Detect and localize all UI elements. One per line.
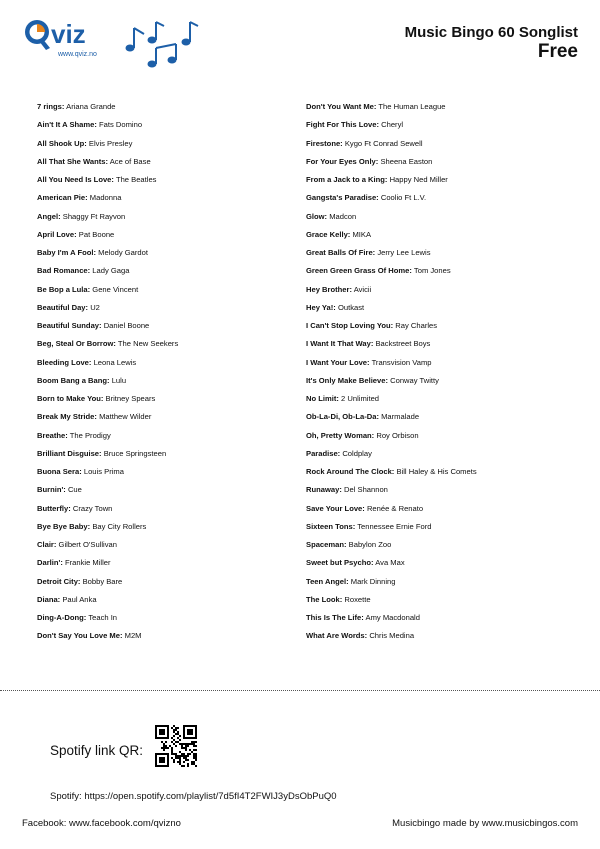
song-artist: Paul Anka: [62, 594, 97, 604]
song-item: [306, 577, 556, 595]
song-title: Boom Bang a Bang:: [37, 375, 110, 385]
song-title: For Your Eyes Only:: [306, 156, 379, 166]
song-item: [37, 394, 287, 412]
song-artist: Leona Lewis: [93, 357, 137, 367]
qr-code-icon[interactable]: [155, 725, 197, 767]
song-title: Spaceman:: [306, 540, 347, 549]
song-artist: Coldplay: [342, 448, 372, 458]
song-item: [37, 139, 287, 157]
song-item: [306, 321, 556, 339]
song-title: Sweet but Psycho:: [306, 558, 374, 568]
song-item: [37, 577, 287, 595]
song-item: [306, 522, 556, 540]
qr-label: Spotify link QR:: [50, 743, 144, 758]
song-title: Oh, Pretty Woman:: [306, 430, 375, 440]
song-artist: Backstreet Boys: [375, 339, 431, 349]
song-item: [306, 102, 556, 120]
song-artist: Britney Spears: [105, 394, 156, 403]
song-title: Gangsta's Paradise:: [306, 193, 379, 203]
song-artist: U2: [90, 302, 100, 312]
song-item: [37, 157, 287, 175]
song-title: Breathe:: [37, 430, 68, 440]
song-title: The Look:: [306, 594, 343, 604]
song-artist: The Beatles: [115, 175, 157, 184]
song-item: [306, 376, 556, 394]
song-title: Baby I'm A Fool:: [37, 248, 97, 257]
song-item: [306, 558, 556, 576]
song-title: Ob-La-Di, Ob-La-Da:: [306, 412, 379, 422]
songlist-right-column: [306, 102, 556, 650]
song-artist: Renée & Renato: [366, 503, 424, 513]
svg-text:viz: viz: [51, 19, 86, 49]
song-artist: Crazy Town: [72, 503, 113, 513]
song-item: [37, 358, 287, 376]
song-item: [306, 412, 556, 430]
song-item: [306, 285, 556, 303]
song-artist: Ace of Base: [109, 156, 151, 166]
song-item: [37, 631, 287, 649]
song-item: [306, 266, 556, 284]
song-artist: Tom Jones: [413, 266, 451, 276]
song-item: [37, 248, 287, 266]
song-artist: Happy Ned Miller: [389, 175, 448, 184]
song-artist: Bay City Rollers: [92, 521, 147, 531]
song-artist: Ava Max: [375, 558, 405, 568]
song-artist: Jerry Lee Lewis: [377, 248, 431, 257]
spotify-link[interactable]: Spotify: https://open.spotify.com/playlist/7d5fI4T2FWIJ3yDsObPuQ0: [50, 791, 337, 802]
song-artist: Cue: [67, 485, 82, 495]
song-item: [306, 303, 556, 321]
song-item: [37, 175, 287, 193]
song-title: Fight For This Love:: [306, 120, 379, 130]
music-notes-icon: [122, 14, 202, 70]
song-artist: Roy Orbison: [376, 430, 419, 440]
song-artist: Lulu: [111, 375, 127, 385]
song-item: [306, 358, 556, 376]
song-artist: The Human League: [378, 102, 446, 111]
song-artist: Louis Prima: [83, 467, 124, 476]
song-item: [306, 212, 556, 230]
song-artist: Fats Domino: [99, 120, 143, 130]
song-title: This Is The Life:: [306, 613, 364, 622]
facebook-link[interactable]: Facebook: www.facebook.com/qvizno: [22, 818, 181, 829]
song-artist: Roxette: [344, 594, 371, 604]
song-title: Glow:: [306, 211, 328, 221]
song-item: [37, 613, 287, 631]
song-item: [306, 193, 556, 211]
song-title: Burnin':: [37, 485, 66, 495]
song-item: [37, 266, 287, 284]
song-artist: Matthew Wilder: [99, 412, 152, 422]
song-artist: Cheryl: [381, 120, 404, 130]
song-artist: Amy Macdonald: [365, 613, 420, 622]
song-title: Ding-A-Dong:: [37, 613, 87, 622]
song-item: [37, 485, 287, 503]
song-title: Ain't It A Shame:: [37, 120, 97, 130]
song-item: [306, 613, 556, 631]
song-title: Don't Say You Love Me:: [37, 631, 123, 641]
song-item: [306, 339, 556, 357]
song-item: [37, 120, 287, 138]
song-artist: Del Shannon: [344, 485, 388, 495]
song-item: [306, 631, 556, 649]
song-artist: The Prodigy: [69, 430, 111, 440]
song-title: It's Only Make Believe:: [306, 375, 388, 385]
song-title: Bye Bye Baby:: [37, 521, 91, 531]
song-title: Born to Make You:: [37, 394, 104, 403]
song-title: Beautiful Day:: [37, 302, 89, 312]
header-title-block: [405, 24, 578, 62]
song-artist: Coolio Ft L.V.: [380, 193, 427, 203]
dotted-divider: [0, 690, 600, 691]
song-item: [37, 285, 287, 303]
song-artist: Babylon Zoo: [348, 540, 392, 549]
song-artist: Gilbert O'Sullivan: [58, 540, 117, 549]
song-title: Save Your Love:: [306, 503, 365, 513]
song-artist: Marmalade: [381, 412, 420, 422]
song-item: [37, 230, 287, 248]
song-item: [306, 540, 556, 558]
song-item: [37, 376, 287, 394]
song-title: Brilliant Disguise:: [37, 448, 102, 458]
song-artist: Tennessee Ernie Ford: [357, 521, 432, 531]
song-title: No Limit:: [306, 394, 339, 403]
song-title: Firestone:: [306, 138, 343, 148]
song-item: [306, 467, 556, 485]
song-item: [37, 303, 287, 321]
song-title: 7 rings:: [37, 102, 65, 111]
song-item: [306, 175, 556, 193]
song-title: American Pie:: [37, 193, 88, 203]
song-item: [37, 504, 287, 522]
song-title: Don't You Want Me:: [306, 102, 377, 111]
song-item: [306, 230, 556, 248]
song-title: Grace Kelly:: [306, 229, 351, 239]
song-title: Great Balls Of Fire:: [306, 248, 376, 257]
song-item: [306, 394, 556, 412]
song-item: [37, 540, 287, 558]
song-item: [306, 595, 556, 613]
song-artist: Madonna: [89, 193, 122, 203]
song-title: What Are Words:: [306, 631, 368, 641]
song-artist: Chris Medina: [369, 631, 415, 641]
song-item: [306, 139, 556, 157]
song-title: Hey Ya!:: [306, 302, 336, 312]
qviz-logo: [20, 12, 120, 62]
song-item: [37, 193, 287, 211]
song-item: [306, 449, 556, 467]
song-artist: Melody Gardot: [98, 248, 148, 257]
song-item: [306, 431, 556, 449]
song-title: Clair:: [37, 540, 57, 549]
song-item: [306, 248, 556, 266]
song-artist: Teach In: [88, 613, 118, 622]
song-title: Darlin':: [37, 558, 63, 568]
song-artist: Elvis Presley: [88, 138, 133, 148]
song-item: [37, 431, 287, 449]
song-title: Bad Romance:: [37, 266, 91, 276]
song-title: Green Green Grass Of Home:: [306, 266, 412, 276]
song-item: [37, 595, 287, 613]
credit-link[interactable]: Musicbingo made by www.musicbingos.com: [392, 818, 578, 829]
song-artist: Bobby Bare: [82, 576, 123, 586]
song-artist: Frankie Miller: [64, 558, 111, 568]
song-item: [306, 485, 556, 503]
song-title: I Want It That Way:: [306, 339, 374, 349]
song-item: [37, 558, 287, 576]
song-artist: Avicii: [353, 284, 372, 294]
song-item: [37, 212, 287, 230]
song-title: I Want Your Love:: [306, 357, 370, 367]
song-title: All Shook Up:: [37, 138, 87, 148]
logo-url: www.qviz.no: [58, 51, 97, 58]
song-artist: Bill Haley & His Comets: [396, 467, 477, 476]
song-item: [37, 339, 287, 357]
song-item: [37, 412, 287, 430]
song-title: Break My Stride:: [37, 412, 97, 422]
song-title: Teen Angel:: [306, 576, 349, 586]
song-title: Be Bop a Lula:: [37, 284, 91, 294]
song-artist: MIKA: [352, 229, 372, 239]
song-title: Beautiful Sunday:: [37, 321, 102, 330]
song-title: Buona Sera:: [37, 467, 82, 476]
song-title: April Love:: [37, 229, 77, 239]
song-title: Bleeding Love:: [37, 357, 92, 367]
song-title: All That She Wants:: [37, 156, 109, 166]
song-item: [306, 120, 556, 138]
songlist-left-column: [37, 102, 287, 650]
song-title: I Can't Stop Loving You:: [306, 321, 394, 330]
song-item: [306, 157, 556, 175]
song-item: [37, 522, 287, 540]
song-artist: Shaggy Ft Rayvon: [62, 211, 126, 221]
song-title: Butterfly:: [37, 503, 71, 513]
song-artist: Lady Gaga: [92, 266, 130, 276]
song-title: Angel:: [37, 211, 61, 221]
song-artist: Ariana Grande: [66, 102, 116, 111]
song-artist: Daniel Boone: [103, 321, 150, 330]
song-item: [37, 102, 287, 120]
song-item: [306, 504, 556, 522]
page-title: Music Bingo 60 Songlist: [404, 24, 578, 41]
song-item: [37, 467, 287, 485]
song-title: Hey Brother:: [306, 284, 352, 294]
song-artist: Mark Dinning: [350, 576, 396, 586]
song-title: Detroit City:: [37, 576, 81, 586]
song-title: Rock Around The Clock:: [306, 467, 395, 476]
song-artist: The New Seekers: [117, 339, 179, 349]
song-title: Runaway:: [306, 485, 342, 495]
song-artist: 2 Unlimited: [341, 394, 380, 403]
song-artist: Madcon: [329, 211, 357, 221]
song-title: Beg, Steal Or Borrow:: [37, 339, 116, 349]
song-artist: Outkast: [337, 302, 365, 312]
song-artist: Bruce Springsteen: [103, 448, 167, 458]
song-artist: M2M: [124, 631, 142, 641]
song-title: Paradise:: [306, 448, 341, 458]
song-artist: Ray Charles: [395, 321, 438, 330]
song-artist: Pat Boone: [78, 229, 115, 239]
song-title: Sixteen Tons:: [306, 521, 356, 531]
song-title: Diana:: [37, 594, 61, 604]
song-artist: Kygo Ft Conrad Sewell: [344, 138, 423, 148]
song-item: [37, 321, 287, 339]
song-artist: Transvision Vamp: [371, 357, 432, 367]
page-subtitle: Free: [537, 41, 578, 62]
song-title: All You Need Is Love:: [37, 175, 114, 184]
song-artist: Gene Vincent: [92, 284, 139, 294]
song-artist: Conway Twitty: [390, 375, 439, 385]
song-artist: Sheena Easton: [380, 156, 433, 166]
song-title: From a Jack to a King:: [306, 175, 388, 184]
song-item: [37, 449, 287, 467]
